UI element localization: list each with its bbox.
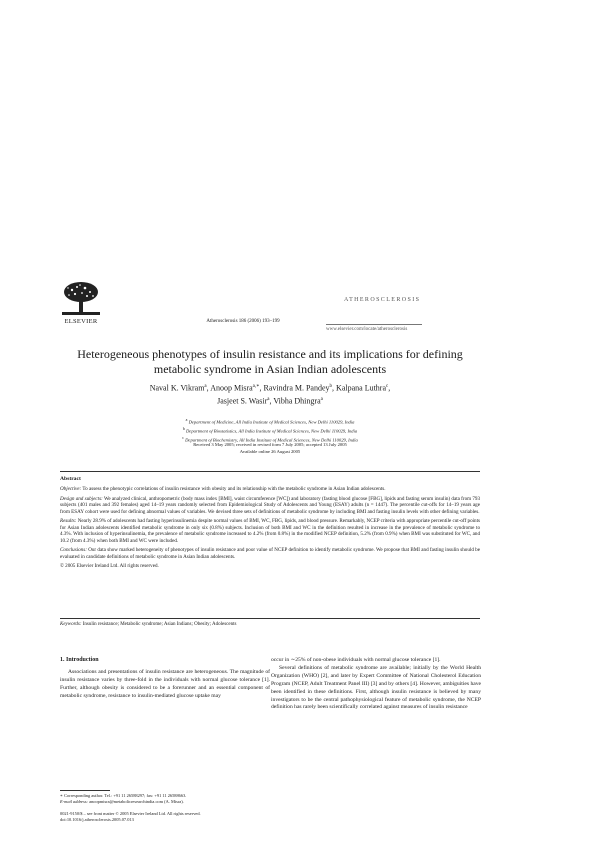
page-footer xyxy=(60,811,360,823)
abstract-body xyxy=(60,486,480,573)
affiliations xyxy=(60,417,480,444)
header-divider xyxy=(326,324,422,325)
author: Kalpana Luthra xyxy=(336,383,387,393)
publisher-name: ELSEVIER xyxy=(64,318,98,325)
author-mark: a xyxy=(267,396,270,402)
journal-name: ATHEROSCLEROSIS xyxy=(344,297,421,303)
abstract-bottom-rule xyxy=(60,618,480,619)
email-address[interactable]: anoopmisra@metabolicresearchindia.com (A. Misra). xyxy=(89,799,184,804)
abstract-results xyxy=(60,518,480,544)
left-column xyxy=(60,657,270,701)
footnotes xyxy=(60,793,270,805)
affiliation-text: Department of Biostatistics, All India Institute of Medical Sciences, New Delhi 110029, India xyxy=(185,428,358,434)
abstract-top-rule xyxy=(60,471,480,472)
email-line xyxy=(60,799,270,805)
affiliation-mark: c xyxy=(182,435,184,441)
right-column xyxy=(271,657,481,712)
affiliation-mark: a xyxy=(185,417,188,422)
author-mark: b xyxy=(329,384,333,389)
abstract-objective xyxy=(60,486,480,493)
section-label: Design and subjects: xyxy=(60,495,103,502)
paragraph-continued: occur in ∼25% of non-obese individuals with normal glucose tolerance [1]. xyxy=(271,657,441,663)
author-mark: a,∗ xyxy=(252,384,260,389)
copyright: © 2005 Elsevier Ireland Ltd. All rights reserved. xyxy=(60,563,159,569)
author-mark: a xyxy=(320,396,323,402)
author-mark: c xyxy=(386,384,389,389)
abstract-heading: Abstract xyxy=(60,476,81,482)
section-text: Our data show marked heterogeneity of phenotypes of insulin resistance and poor value of NCEP definition to identify metabolic syndrome. We propose that BMI and fasting insulin should be evaluated in candidate definitions of metabolic syndrome in Asian Indian adolescents. xyxy=(60,547,480,560)
paragraph: Associations and presentations of insulin resistance are heterogeneous. The magnitude of insulin resistance varies by three-fold in the individuals with normal glucose tolerance [1]. Further, although obesity is considered to be a forerunner and an essential component of metabolic syndrome, resistance to insulin-mediated glucose uptake may xyxy=(60,668,270,699)
journal-url[interactable]: www.elsevier.com/locate/atherosclerosis xyxy=(326,327,408,332)
affiliation-mark: b xyxy=(182,426,185,432)
journal-citation: Atherosclerosis 186 (2006) 193–199 xyxy=(206,319,280,324)
author: Vibha Dhingra xyxy=(273,396,321,406)
keywords-label: Keywords: xyxy=(60,622,82,627)
affiliation xyxy=(60,426,480,435)
keywords-text: Insulin resistance; Metabolic syndrome; Asian Indians; Obesity; Adolescents xyxy=(82,622,237,627)
keywords xyxy=(60,622,480,627)
affiliation-text: Department of Biochemistry, All India Institute of Medical Sciences, New Delhi 110029, India xyxy=(185,437,358,443)
affiliation xyxy=(60,417,480,426)
author: Jasjeet S. Wasir xyxy=(217,396,268,406)
received-date: Received 3 May 2005; received in revised form 7 July 2005; accepted 13 July 2005 xyxy=(193,442,347,447)
footnote-rule xyxy=(60,790,110,791)
article-dates xyxy=(60,442,480,455)
affiliation-text: Department of Medicine, All India Institute of Medical Sciences, New Delhi 110029, India xyxy=(188,419,355,425)
section-text: To assess the phenotypic correlations of insulin resistance with obesity and its relationship with the metabolic syndrome in Asian Indian adolescents. xyxy=(82,486,386,492)
author: Ravindra M. Pandey xyxy=(263,383,330,393)
section-text: Nearly 28.9% of adolescents had fasting hyperinsulinemia despite normal values of BMI, WC, FBG, lipids, and blood pressure. Remarkably, NCEP criteria with appropriate percentile cut-off points for Asian Indian adolescents identified metabolic syndrome in only six (0.8%) subjects. Inclusion of both BMI and WC in the definition resulted in increase in the prevalence of metabolic syndrome to 4.3%. With inclusion of hyperinsulinemia, the prevalence of metabolic syndrome increased to 4.2% (from 0.8%) in the modified NCEP definition, 5.2% (from 0.9%) when BMI was substituted for WC, and 10.2 (from 4.3%) when both BMI and WC were included. xyxy=(60,518,480,544)
section-label: Conclusions: xyxy=(60,547,87,553)
email-label: E-mail address: xyxy=(60,799,89,804)
front-matter-line: 0021-9150/$ – see front matter © 2005 Elsevier Ireland Ltd. All rights reserved. xyxy=(60,811,201,816)
doi[interactable]: doi:10.1016/j.atherosclerosis.2005.07.013 xyxy=(60,817,134,822)
section-label: Objective: xyxy=(60,486,82,492)
author-list: Naval K. Vikram$^a$, Anoop Misra$^{a,∗}$, Ravindra M. Pandey$^b$, Kalpana Luthra$^c$, Jasjeet S. Wasir$^a$, Vibha Dhingra$^a$ xyxy=(149,383,391,406)
abstract-design xyxy=(60,496,480,516)
elsevier-tree-logo xyxy=(60,281,102,315)
corresponding-author: ∗ Corresponding author. Tel.: +91 11 26588297; fax: +91 11 26588663. xyxy=(60,793,187,798)
online-date: Available online 26 August 2005 xyxy=(239,448,301,454)
author-mark: a xyxy=(204,384,207,389)
author: Naval K. Vikram xyxy=(149,383,205,393)
section-text: We analyzed clinical, anthropometric (body mass index [BMI], waist circumference [WC]) and laboratory (fasting blood glucose [FBG], lipids and fasting serum insulin) data from 793 subjects (401 males and 392 females) aged 14–19 years randomly selected from Epidemiological Study of Adolescents and Young (ESAY) adults (n = 1447). The percentile cut-offs for 14–19 years age from ESAY cohort were used for defining abnormal values of variables. We devised three sets of definitions of metabolic syndrome by including BMI and fasting insulin levels with other defining variables. xyxy=(60,495,481,515)
section-label: Results: xyxy=(60,518,77,524)
paragraph: Several definitions of metabolic syndrome are available; initially by the World Health Organization (WHO) [2], and later by Expert Committee of National Cholesterol Education Program (NCEP, Adult Treatment Panel III) [3] and by others [4]. However, ambiguities have been identified in these definitions. First, although insulin resistance is believed by many investigators to be the central pathophysiological feature of metabolic syndrome, the NCEP definition has rarely been scientifically correlated against measures of insulin resistance xyxy=(271,664,481,711)
abstract-conclusions xyxy=(60,547,480,560)
paper-title: Heterogeneous phenotypes of insulin resistance and its implications for defining metabolic syndrome in Asian Indian adolescents xyxy=(77,347,463,376)
section-heading: 1. Introduction xyxy=(60,657,99,663)
author: Anoop Misra xyxy=(210,383,253,393)
